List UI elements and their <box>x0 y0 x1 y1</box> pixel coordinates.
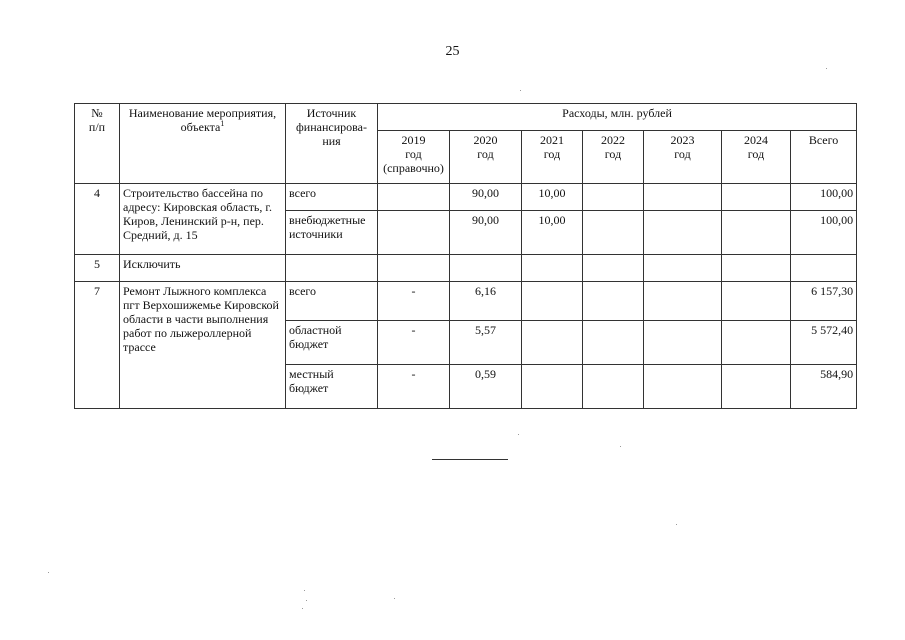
cell-2021: 10,00 <box>522 184 583 211</box>
cell-2020: 0,59 <box>450 365 522 409</box>
scan-speck <box>826 68 827 69</box>
row-num: 4 <box>75 184 120 255</box>
cell-2024 <box>722 255 791 282</box>
cell-2021 <box>522 321 583 365</box>
row-source: всего <box>286 282 378 321</box>
cell-2019 <box>378 211 450 255</box>
header-name-text: Наименование мероприятия, объекта <box>128 106 277 134</box>
cell-2019: - <box>378 282 450 321</box>
scan-speck <box>620 446 621 447</box>
cell-2024 <box>722 184 791 211</box>
row-num: 7 <box>75 282 120 409</box>
row-source: всего <box>286 184 378 211</box>
cell-total: 100,00 <box>791 184 857 211</box>
cell-total <box>791 255 857 282</box>
cell-2020 <box>450 255 522 282</box>
expenses-table <box>74 103 857 409</box>
cell-2020: 90,00 <box>450 184 522 211</box>
scan-speck <box>306 600 307 601</box>
cell-2024 <box>722 321 791 365</box>
cell-2021 <box>522 282 583 321</box>
scan-speck <box>520 90 521 91</box>
header-num: № п/п <box>75 104 120 184</box>
cell-2023 <box>644 184 722 211</box>
cell-2024 <box>722 211 791 255</box>
header-expenses: Расходы, млн. рублей <box>378 104 857 131</box>
table-row <box>75 255 857 282</box>
scan-speck <box>394 598 395 599</box>
cell-2022 <box>583 321 644 365</box>
cell-2023 <box>644 255 722 282</box>
cell-2022 <box>583 255 644 282</box>
row-source: местный бюджет <box>286 365 378 409</box>
row-source: областной бюджет <box>286 321 378 365</box>
row-name: Исключить <box>120 255 286 282</box>
cell-2023 <box>644 282 722 321</box>
cell-2024 <box>722 365 791 409</box>
header-year-2020: 2020 год <box>450 131 522 184</box>
cell-2023 <box>644 321 722 365</box>
cell-2020: 90,00 <box>450 211 522 255</box>
cell-2024 <box>722 282 791 321</box>
footnote-separator <box>432 459 508 460</box>
header-name-footnote: 1 <box>220 119 225 128</box>
cell-2022 <box>583 282 644 321</box>
cell-total: 100,00 <box>791 211 857 255</box>
header-row-top <box>75 104 857 131</box>
row-num: 5 <box>75 255 120 282</box>
scan-speck <box>518 434 519 435</box>
cell-2020: 6,16 <box>450 282 522 321</box>
header-year-2022: 2022 год <box>583 131 644 184</box>
table-row <box>75 184 857 211</box>
row-name: Ремонт Лыжного комплекса пгт Верхошижемье Кировской области в части выполнения работ по лыжероллерной трассе <box>120 282 286 409</box>
cell-2022 <box>583 365 644 409</box>
table-row <box>75 282 857 321</box>
cell-2021 <box>522 255 583 282</box>
row-name: Строительство бассейна по адресу: Кировская область, г. Киров, Ленинский р-н, пер. Средний, д. 15 <box>120 184 286 255</box>
scan-speck <box>48 572 49 573</box>
cell-2023 <box>644 211 722 255</box>
cell-2023 <box>644 365 722 409</box>
row-source <box>286 255 378 282</box>
scan-speck <box>302 608 303 609</box>
cell-2019 <box>378 255 450 282</box>
cell-2021: 10,00 <box>522 211 583 255</box>
cell-total: 584,90 <box>791 365 857 409</box>
header-name <box>120 104 286 184</box>
cell-2019 <box>378 184 450 211</box>
scan-speck <box>676 524 677 525</box>
header-year-2021: 2021 год <box>522 131 583 184</box>
cell-2019: - <box>378 365 450 409</box>
cell-2021 <box>522 365 583 409</box>
header-year-2023: 2023 год <box>644 131 722 184</box>
header-total: Всего <box>791 131 857 184</box>
cell-2020: 5,57 <box>450 321 522 365</box>
header-year-2019: 2019 год (справочно) <box>378 131 450 184</box>
scan-speck <box>304 590 305 591</box>
page-number: 25 <box>445 44 460 59</box>
cell-2022 <box>583 211 644 255</box>
cell-total: 6 157,30 <box>791 282 857 321</box>
header-year-2024: 2024 год <box>722 131 791 184</box>
cell-total: 5 572,40 <box>791 321 857 365</box>
cell-2019: - <box>378 321 450 365</box>
header-source: Источник финансирова-ния <box>286 104 378 184</box>
cell-2022 <box>583 184 644 211</box>
row-source: внебюджетные источники <box>286 211 378 255</box>
